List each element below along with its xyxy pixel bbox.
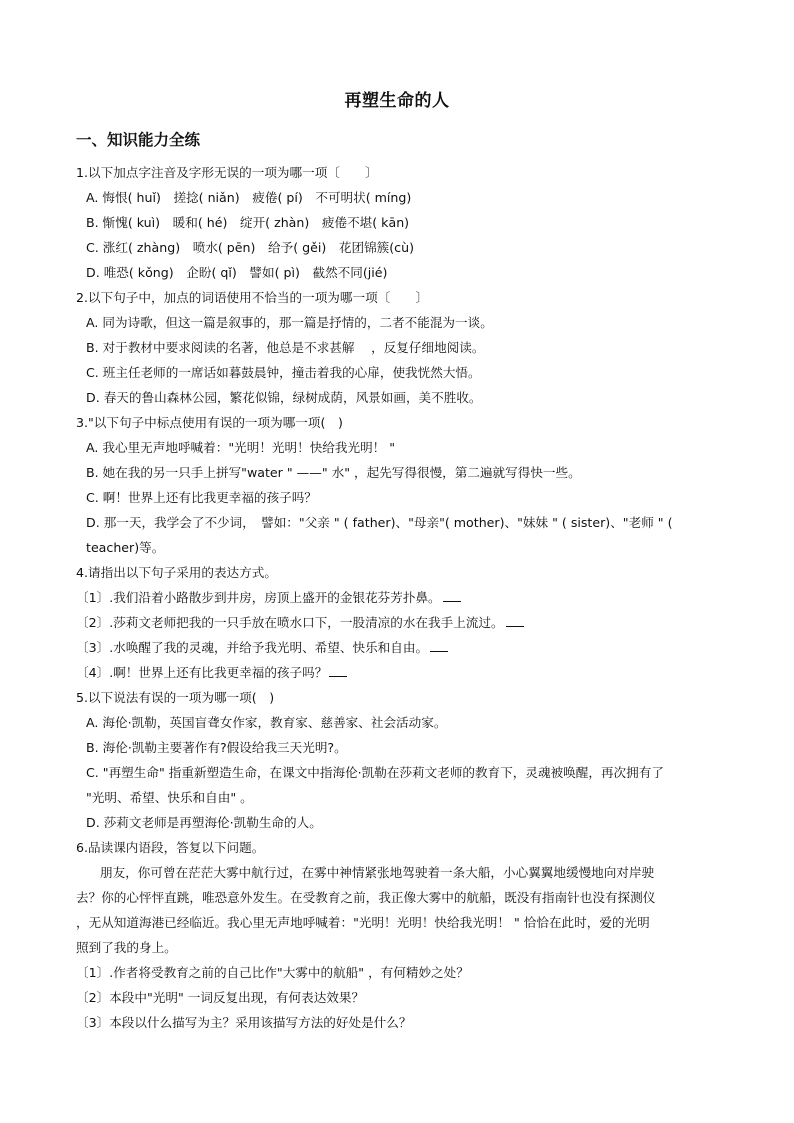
question-4-stem: 4.请指出以下句子采用的表达方式。 — [76, 565, 277, 580]
answer-blank[interactable] — [329, 662, 347, 677]
question-5-option-c: C. "再塑生命" 指重新塑造生命，在课文中指海伦·凯勒在莎莉文老师的教育下，灵魂被唤醒，再次拥有了 — [86, 765, 664, 780]
question-1-stem: 1.以下加点字注音及字形无误的一项为哪一项〔 〕 — [76, 165, 378, 180]
question-2-option-b: B. 对于教材中要求阅读的名著，他总是不求甚解 ，反复仔细地阅读。 — [86, 340, 485, 355]
question-1-option-b: B. 惭愧( kuì) 暖和( hé) 绽开( zhàn) 疲倦不堪( kān) — [86, 215, 410, 230]
passage-line-2: 去？你的心怦怦直跳，唯恐意外发生。在受教育之前，我正像大雾中的航船，既没有指南针也没有探测仪 — [76, 890, 656, 905]
question-5-option-b: B. 海伦·凯勒主要著作有?假设给我三天光明?。 — [86, 740, 347, 755]
page-title: 再塑生命的人 — [344, 91, 450, 111]
question-6-sub-3: 〔3〕本段以什么描写为主？采用该描写方法的好处是什么？ — [76, 1015, 412, 1030]
question-6-stem: 6.品读课内语段，答复以下问题。 — [76, 840, 265, 855]
question-6-sub-2: 〔2〕本段中"光明" 一词反复出现，有何表达效果？ — [76, 990, 365, 1005]
question-1-option-a: A. 悔恨( huǐ) 搓捻( niǎn) 疲倦( pí) 不可明状( míng) — [86, 190, 412, 205]
question-2-option-c: C. 班主任老师的一席话如暮鼓晨钟，撞击着我的心扉，使我恍然大悟。 — [86, 365, 481, 380]
question-3-option-c: C. 啊！世界上还有比我更幸福的孩子吗？ — [86, 490, 317, 505]
question-1-option-c: C. 涨红( zhàng) 喷水( pēn) 给予( gěi) 花团锦簇(cù) — [86, 240, 414, 255]
question-2-stem: 2.以下句子中，加点的词语使用不恰当的一项为哪一项〔 〕 — [76, 290, 429, 305]
question-5-option-a: A. 海伦·凯勒，英国盲聋女作家，教育家、慈善家、社会活动家。 — [86, 715, 447, 730]
section-heading: 一、知识能力全练 — [76, 131, 201, 149]
answer-blank[interactable] — [443, 587, 461, 602]
answer-blank[interactable] — [506, 612, 524, 627]
question-4-item-2: 〔2〕.莎莉文老师把我的一只手放在喷水口下，一股清凉的水在我手上流过。 — [76, 610, 722, 635]
question-4-item-1: 〔1〕.我们沿着小路散步到井房，房顶上盛开的金银花芬芳扑鼻。 — [76, 585, 722, 610]
question-3-stem: 3."以下句子中标点使用有误的一项为哪一项( ) — [76, 415, 343, 430]
question-4-item-4: 〔4〕.啊！世界上还有比我更幸福的孩子吗？ — [76, 660, 722, 685]
questions-body — [76, 160, 722, 1035]
passage-line-3: ，无从知道海港已经临近。我心里无声地呼喊着："光明！光明！快给我光明！ " 恰恰在此时，爱的光明 — [76, 915, 650, 930]
question-3-option-b: B. 她在我的另一只手上拼写"water " ——" 水" ，起先写得很慢，第二遍就写得快一些。 — [86, 465, 581, 480]
question-5-option-d: D. 莎莉文老师是再塑海伦·凯勒生命的人。 — [86, 815, 322, 830]
question-3-option-a: A. 我心里无声地呼喊着："光明！光明！快给我光明！ " — [86, 440, 396, 455]
question-3-option-d: D. 那一天，我学会了不少词， 譬如："父亲 " ( father)、"母亲"( mother)、"妹妹 " ( sister)、"老师 " ( — [86, 515, 673, 530]
passage-line-4: 照到了我的身上。 — [76, 940, 177, 955]
question-3-option-d-continued: teacher)等。 — [86, 540, 165, 555]
question-5-stem: 5.以下说法有误的一项为哪一项( ) — [76, 690, 275, 705]
answer-blank[interactable] — [430, 637, 448, 652]
question-4-item-3: 〔3〕.水唤醒了我的灵魂，并给予我光明、希望、快乐和自由。 — [76, 635, 722, 660]
question-2-option-d: D. 春天的鲁山森林公园，繁花似锦，绿树成荫，风景如画，美不胜收。 — [86, 390, 482, 405]
question-6-sub-1: 〔1〕.作者将受教育之前的自己比作"大雾中的航船" ，有何精妙之处？ — [76, 965, 469, 980]
question-2-option-a: A. 同为诗歌，但这一篇是叙事的，那一篇是抒情的，二者不能混为一谈。 — [86, 315, 493, 330]
passage-line-1: 朋友，你可曾在茫茫大雾中航行过，在雾中神情紧张地驾驶着一条大船，小心翼翼地缓慢地向对岸驶 — [100, 865, 655, 880]
question-1-option-d: D. 唯恐( kǒng) 企盼( qǐ) 譬如( pì) 截然不同(jié) — [86, 265, 388, 280]
question-5-option-c-continued: "光明、希望、快乐和自由" 。 — [86, 790, 253, 805]
